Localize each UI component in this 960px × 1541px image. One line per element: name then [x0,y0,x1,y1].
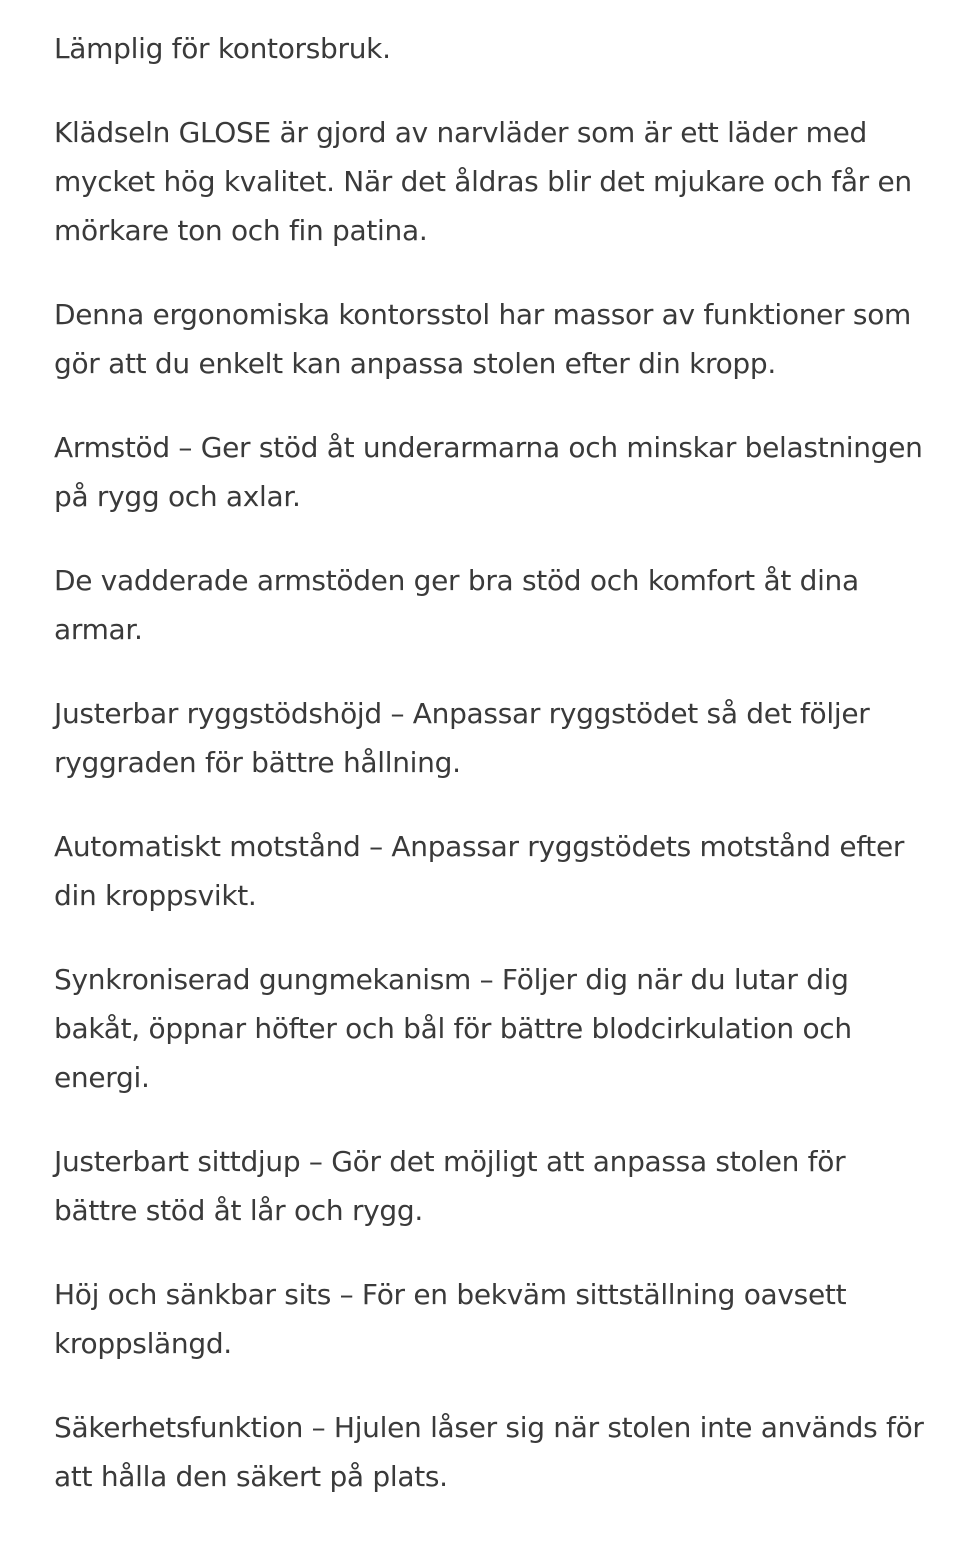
paragraph-backrest-height: Justerbar ryggstödshöjd – Anpassar ryggstödet så det följer ryggraden för bättre hållning. [54,697,870,779]
paragraph-seat-height: Höj och sänkbar sits – För en bekväm sittställning oavsett kroppslängd. [54,1278,847,1360]
paragraph-synchro-mechanism: Synkroniserad gungmekanism – Följer dig när du lutar dig bakåt, öppnar höfter och bål för bättre blodcirkulation och energi. [54,963,852,1094]
paragraph-safety-function: Säkerhetsfunktion – Hjulen låser sig när stolen inte används för att hålla den säkert på plats. [54,1411,924,1493]
product-description [54,24,924,1536]
paragraph-upholstery: Klädseln GLOSE är gjord av narvläder som är ett läder med mycket hög kvalitet. När det åldras blir det mjukare och får en mörkare ton och fin patina. [54,116,912,247]
paragraph-seat-depth: Justerbart sittdjup – Gör det möjligt att anpassa stolen för bättre stöd åt lår och rygg. [54,1145,846,1227]
paragraph-suitability: Lämplig för kontorsbruk. [54,32,391,65]
paragraph-ergonomic-intro: Denna ergonomiska kontorsstol har massor av funktioner som gör att du enkelt kan anpassa stolen efter din kropp. [54,298,911,380]
paragraph-automatic-resistance: Automatiskt motstånd – Anpassar ryggstödets motstånd efter din kroppsvikt. [54,830,905,912]
paragraph-armrest: Armstöd – Ger stöd åt underarmarna och minskar belastningen på rygg och axlar. [54,431,923,513]
paragraph-padded-armrests: De vadderade armstöden ger bra stöd och komfort åt dina armar. [54,564,859,646]
